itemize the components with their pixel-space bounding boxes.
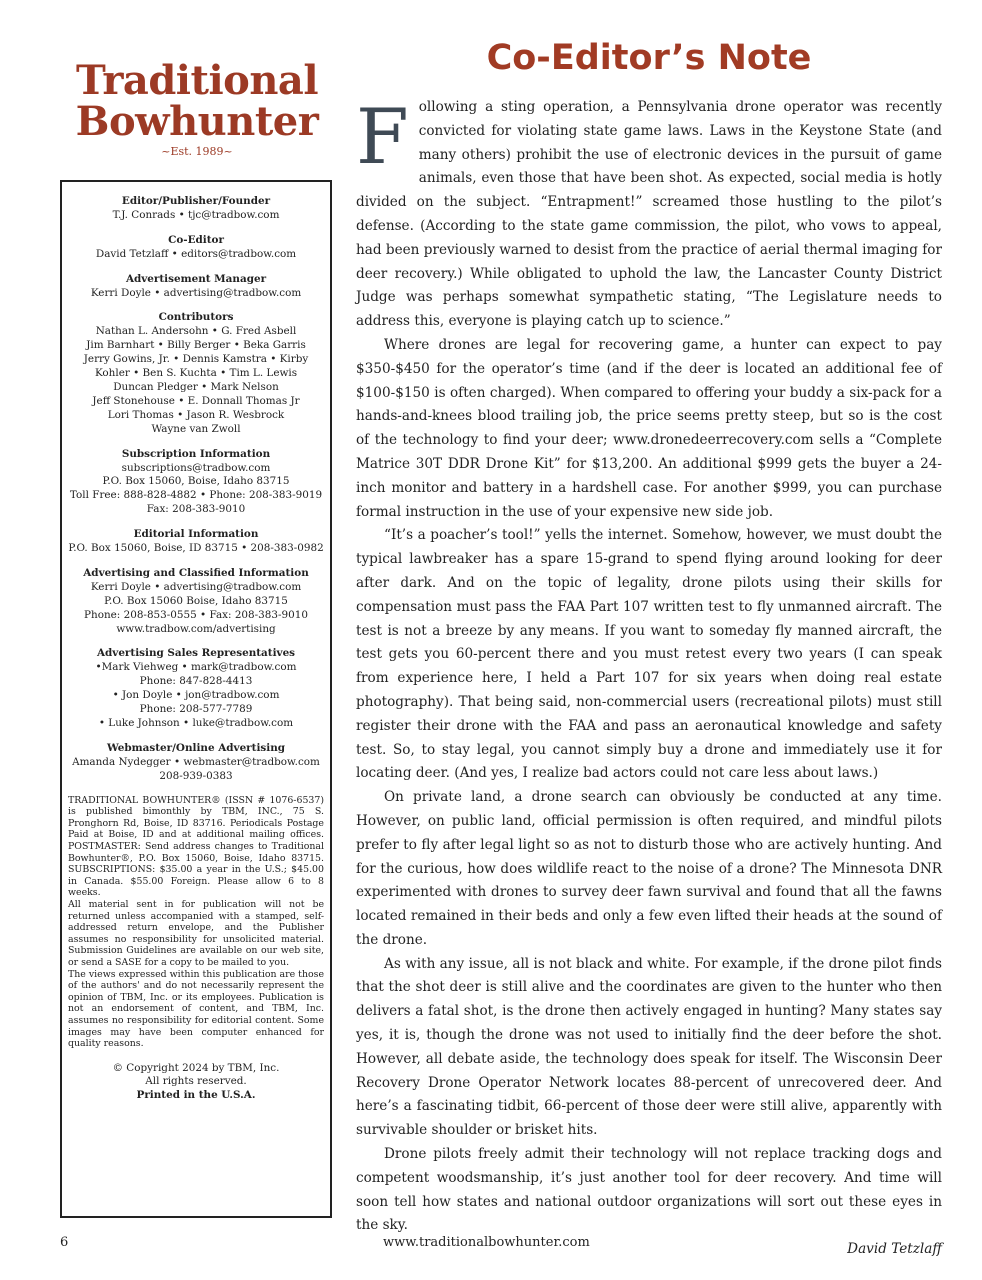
masthead-section-heading: Advertising Sales Representatives <box>96 647 296 660</box>
rights-line: All rights reserved. <box>145 1075 247 1088</box>
legal-paragraph: All material sent in for publication will not be returned unless accompanied with a stamped, self-addressed return envelope, and the Publisher assumes no responsibility for unsolicited material. Submission Guidelines are available on our web site, or send a SASE for a copy to be mailed to you. <box>68 898 324 968</box>
masthead-section-heading: Editorial Information <box>133 528 259 541</box>
article-paragraph: As with any issue, all is not black and white. For example, if the drone pilot finds that the shot deer is still alive and the coordinates are given to the hunter who then delivers a fatal shot, is the drone then actively engaged in hunting? Many states say yes, it is, though the drone was not used to initially find the deer before the shot. However, all debate aside, the technology does speak for itself. The Wisconsin Deer Recovery Drone Operator Network locates 88-percent of unrecovered deer. And here’s a fascinating tidbit, 66-percent of those deer were still alive, apparently with survivable shoulder or brisket hits. <box>356 955 942 1139</box>
masthead-line: P.O. Box 15060, Boise, Idaho 83715 <box>102 475 290 488</box>
masthead-line: Kerri Doyle • advertising@tradbow.com <box>90 286 302 299</box>
masthead-line: 208-939-0383 <box>159 769 233 782</box>
masthead-staff-list <box>68 195 324 784</box>
masthead-section-heading: Contributors <box>158 311 234 324</box>
masthead-line: David Tetzlaff • editors@tradbow.com <box>95 247 297 260</box>
page-number: 6 <box>60 1235 69 1250</box>
masthead-section <box>68 742 324 784</box>
masthead-box <box>60 180 332 1218</box>
logo-line-traditional: Traditional <box>75 57 319 104</box>
author-signature: David Tetzlaff <box>847 1241 942 1258</box>
masthead-line: www.tradbow.com/advertising <box>116 622 276 635</box>
masthead-line: Jeff Stonehouse • E. Donnall Thomas Jr <box>92 394 300 407</box>
footer-url: www.traditionalbowhunter.com <box>383 1235 590 1250</box>
article-paragraph <box>356 92 942 334</box>
masthead-line: Jerry Gowins, Jr. • Dennis Kamstra • Kirby <box>83 353 309 366</box>
masthead-line: Lori Thomas • Jason R. Wesbrock <box>107 408 285 421</box>
masthead-section <box>68 647 324 730</box>
masthead-section-heading: Advertisement Manager <box>125 272 267 285</box>
drop-cap: F <box>356 92 409 181</box>
masthead-section-heading: Subscription Information <box>121 447 271 460</box>
masthead-line: Jim Barnhart • Billy Berger • Beka Garris <box>86 339 306 352</box>
masthead-section <box>68 448 324 518</box>
masthead-line: Amanda Nydegger • webmaster@tradbow.com <box>72 755 320 768</box>
masthead-section <box>68 234 324 262</box>
masthead-section <box>68 528 324 556</box>
masthead-section-heading: Editor/Publisher/Founder <box>121 195 271 207</box>
masthead-section <box>68 273 324 301</box>
masthead-section-heading: Webmaster/Online Advertising <box>106 741 286 754</box>
masthead-section <box>68 311 324 436</box>
masthead-line: Phone: 847-828-4413 <box>139 675 253 688</box>
masthead-legal-notice <box>68 795 324 1050</box>
masthead-line: T.J. Conrads • tjc@tradbow.com <box>112 208 280 221</box>
logo-established: ~Est. 1989~ <box>161 145 233 158</box>
article-paragraph: Where drones are legal for recovering game, a hunter can expect to pay $350-$450 for the operator’s time (and if the deer is located an additional fee of $100-$150 is often charged). When compared to offering your buddy a six-pack for a hands-and-knees blood trailing job, the price seems pretty steep, but so is the cost of the technology to find your deer; www.dronedeerrecovery.com sells a “Complete Matrice 30T DDR Drone Kit” for $13,200. An additional $999 gets the buyer a 24-inch monitor and battery in a hardshell case. For another $999, you can purchase formal instruction in the use of your expensive new side job. <box>356 336 942 520</box>
masthead-section <box>68 567 324 637</box>
article-body <box>356 92 942 1262</box>
article-paragraph: “It’s a poacher’s tool!” yells the internet. Somehow, however, we must doubt the typical lawbreaker has a spare 15-grand to spend flying around looking for deer after dark. And on the topic of legality, drone pilots using their skills for compensation must pass the FAA Part 107 written test to fly unmanned aircraft. The test is not a breeze by any means. If you want to someday fly manned aircraft, the test gets you 60-percent there and you must retest every two years (I can speak from experience here, I held a Part 107 for six years when doing real estate photography). That being said, non-commercial users (recreational pilots) must still register their drone with the FAA and pass an aeronautical knowledge and safety test. So, to stay legal, you cannot simply buy a drone and immediately use it for locating deer. (And yes, I realize bad actors could not care less about laws.) <box>356 527 942 782</box>
masthead-line: Kohler • Ben S. Kuchta • Tim L. Lewis <box>94 367 298 380</box>
masthead-section-heading: Advertising and Classified Information <box>83 566 309 579</box>
masthead-line: • Jon Doyle • jon@tradbow.com <box>112 689 280 702</box>
article-paragraph: On private land, a drone search can obviously be conducted at any time. However, on public land, official permission is often required, and mindful pilots prefer to fly after legal light so as not to disturb those who are actively hunting. And for the curious, how does wildlife react to the noise of a drone? The Minnesota DNR experimented with drones to survey deer fawn survival and found that all the fawns located remained in their beds and only a few even lifted their heads at the sound of the drone. <box>356 789 942 948</box>
copyright-line: © Copyright 2024 by TBM, Inc. <box>112 1061 280 1074</box>
masthead-section <box>68 195 324 223</box>
masthead-line: Kerri Doyle • advertising@tradbow.com <box>90 580 302 593</box>
masthead-line: •Mark Viehweg • mark@tradbow.com <box>95 661 297 674</box>
legal-paragraph: TRADITIONAL BOWHUNTER® (ISSN # 1076-6537) is published bimonthly by TBM, INC., 75 S. Pronghorn Rd, Boise, ID 83716. Periodicals Postage Paid at Boise, ID and at additional mailing offices. POSTMASTER: Send address changes to Traditional Bowhunter®, P.O. Box 15060, Boise, Idaho 83715. SUBSCRIPTIONS: $35.00 a year in the U.S.; $45.00 in Canada. $55.00 Foreign. Please allow 6 to 8 weeks. <box>68 794 324 899</box>
legal-paragraph: The views expressed within this publication are those of the authors' and do not necessarily represent the opinion of TBM, Inc. or its employees. Publication is not an endorsement of content, and TBM, Inc. assumes no responsibility for editorial content. Some images may have been computer enhanced for quality reasons. <box>68 968 324 1050</box>
masthead-section-heading: Co-Editor <box>168 233 224 246</box>
masthead-line: Phone: 208-853-0555 • Fax: 208-383-9010 <box>84 608 308 621</box>
masthead-line: Wayne van Zwoll <box>151 422 241 435</box>
paragraph-text: ollowing a sting operation, a Pennsylvania drone operator was recently convicted for violating state game laws. Laws in the Keystone State (and many others) prohibit the use of electronic devices in the pursuit of game animals, even those that have been shot. As expected, social media is hotly divided on the subject. “Entrapment!” screamed those hustling to the pilot’s defense. (According to the state game commission, the pilot, who vows to appeal, had been previously warned to desist from the practice of aerial thermal imaging for deer recovery.) While obligated to uphold the law, the Lancaster County District Judge was perhaps somewhat sympathetic stating, “The Legislature needs to address this, everyone is playing catch up to science.” <box>356 99 942 330</box>
article-paragraph: Drone pilots freely admit their technology will not replace tracking dogs and competent woodsmanship, it’s just another tool for deer recovery. And time will soon tell how states and national outdoor organizations will sort out these eyes in the sky. <box>356 1146 942 1234</box>
masthead-line: Phone: 208-577-7789 <box>139 703 253 716</box>
masthead-line: P.O. Box 15060 Boise, Idaho 83715 <box>104 594 288 607</box>
masthead-line: Nathan L. Andersohn • G. Fred Asbell <box>95 325 297 338</box>
masthead-line: Fax: 208-383-9010 <box>146 503 246 516</box>
logo-line-bowhunter: Bowhunter <box>75 98 319 145</box>
printed-line: Printed in the U.S.A. <box>136 1088 256 1101</box>
copyright-notice <box>68 1062 324 1103</box>
masthead-line: • Luke Johnson • luke@tradbow.com <box>98 717 294 729</box>
magazine-logo <box>56 57 338 158</box>
page-title: Co-Editor’s Note <box>486 38 812 78</box>
masthead-line: P.O. Box 15060, Boise, ID 83715 • 208-383-0982 <box>68 542 324 555</box>
masthead-line: subscriptions@tradbow.com <box>121 461 271 474</box>
masthead-line: Toll Free: 888-828-4882 • Phone: 208-383-9019 <box>69 489 323 502</box>
masthead-line: Duncan Pledger • Mark Nelson <box>113 380 279 393</box>
